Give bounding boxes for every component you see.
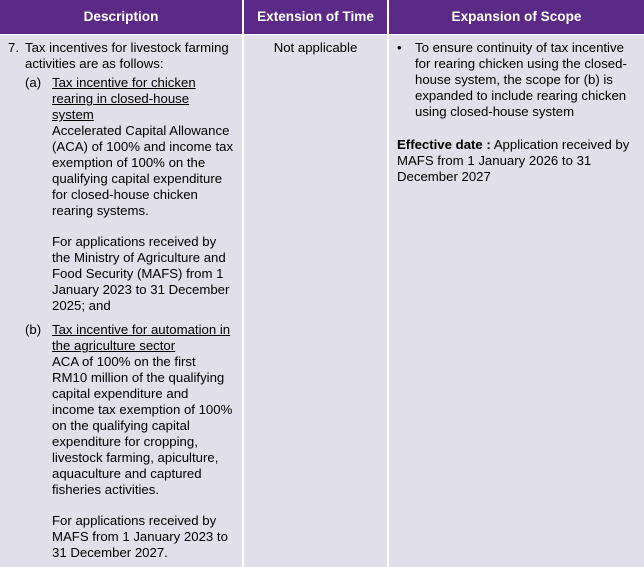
header-extension-of-time: Extension of Time	[244, 0, 387, 34]
extension-cell	[244, 35, 387, 567]
bullet-icon: •	[397, 40, 402, 55]
row-number: 7.	[8, 40, 19, 55]
expansion-cell	[389, 35, 644, 567]
description-cell	[0, 35, 242, 567]
header-description: Description	[0, 0, 242, 34]
sub-item-label: (a)	[25, 75, 42, 90]
sub-item-note: For applications received by the Ministry of Agriculture and Food Security (MAFS) from 1 January 2023 to 31 December 2025; and	[52, 234, 230, 313]
sub-item-title: Tax incentive for chicken rearing in closed-house system	[52, 75, 196, 122]
header-expansion-of-scope: Expansion of Scope	[389, 0, 644, 34]
row-intro: Tax incentives for livestock farming activities are as follows:	[25, 40, 229, 71]
column-divider	[242, 0, 244, 567]
extension-value: Not applicable	[273, 40, 358, 55]
effective-date	[397, 137, 638, 185]
sub-item-b	[8, 322, 234, 561]
effective-date-label: Effective date :	[397, 137, 491, 152]
row-item	[8, 40, 234, 72]
expansion-bullet-item	[397, 40, 638, 120]
sub-item-body: ACA of 100% on the first RM10 million of the qualifying capital expenditure and income tax exemption of 100% on the qualifying capital expenditure for cropping, livestock farming, apiculture, aquaculture and captured fisheries activities.	[52, 354, 233, 497]
expansion-text: To ensure continuity of tax incentive for rearing chicken using the closed-house system, the scope for (b) is expanded to include rearing chicken using closed-house system	[415, 40, 627, 119]
sub-item-label: (b)	[25, 322, 42, 337]
sub-item-note: For applications received by MAFS from 1 January 2023 to 31 December 2027.	[52, 513, 228, 560]
effective-date-text: Application received by MAFS from 1 January 2026 to 31 December 2027	[397, 137, 630, 184]
sub-item-a	[8, 75, 234, 314]
column-divider	[387, 0, 389, 567]
sub-item-body: Accelerated Capital Allowance (ACA) of 100% and income tax exemption of 100% on the qualifying capital expenditure for closed-house chicken rearing systems.	[52, 123, 234, 218]
sub-item-title: Tax incentive for automation in the agriculture sector	[52, 322, 231, 353]
